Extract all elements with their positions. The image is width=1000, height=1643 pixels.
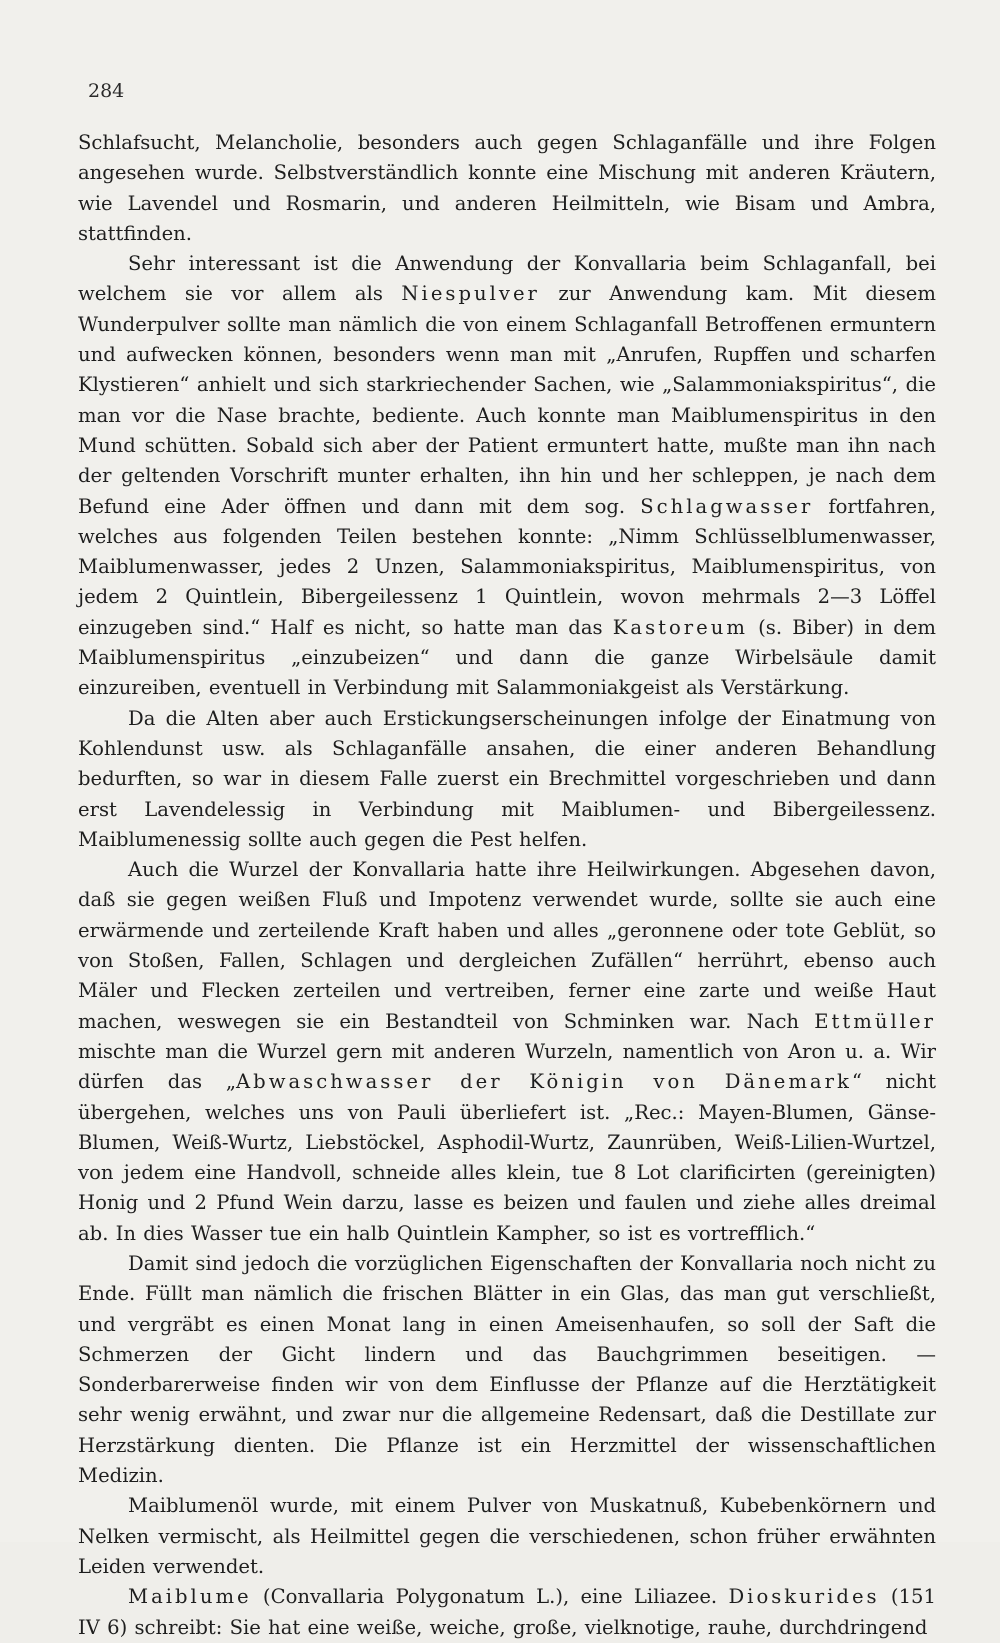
text-run: Schlafsucht, Melancholie, besonders auch gegen Schlaganfälle und ihre Folgen angesehen wurde. Selbstverständlich konnte eine Mischung mit anderen Kräutern, wie Lavendel und Rosmarin, und anderen Heilmitteln, wie Bisam und Ambra, stattfinden. [78,131,936,245]
text-run: Sehr interessant ist die Anwendung der Konvallaria beim Schlaganfall, bei welchem sie vor allem als [78,252,936,306]
text-run: fortfahren, welches aus folgenden Teilen bestehen konnte: „Nimm Schlüsselblumenwasser, Maiblumenwasser, jedes 2 Unzen, Salammoniakspiritus, Maiblumenspiritus, von jedem 2 Quintlein, Bibergeilessenz 1 Quintlein, wovon mehrmals 2—3 Löffel einzugeben sind.“ Half es nicht, so hatte man das [78,494,936,639]
emphasized-text: Ettmüller [814,1009,936,1033]
text-run: Damit sind jedoch die vorzüglichen Eigenschaften der Konvallaria noch nicht zu Ende. Füllt man nämlich die frischen Blätter in ein Glas, das man gut verschließt, und vergräbt es einen Monat lang in einen Ameisenhaufen, so soll der Saft die Schmerzen der Gicht lindern und das Bauchgrimmen beseitigen. — Sonderbarerweise finden wir von dem Einflusse der Pflanze auf die Herztätigkeit sehr wenig erwähnt, und zwar nur die allgemeine Redensart, daß die Destillate zur Herzstärkung dienten. Die Pflanze ist ein Herzmittel der wissenschaftlichen Medizin. [78,1251,936,1488]
emphasized-text: Abwaschwasser der Königin von Dänemark [236,1070,852,1094]
body-text [78,128,936,1643]
paragraph [78,128,936,249]
paragraph [78,1249,936,1491]
text-run: Da die Alten aber auch Erstickungserscheinungen infolge der Einatmung von Kohlendunst usw. als Schlaganfälle ansahen, die einer anderen Behandlung bedurften, so war in diesem Falle zuerst ein Brechmittel vorgeschrieben und dann erst Lavendelessig in Verbindung mit Maiblumen- und Bibergeilessenz. Maiblumenessig sollte auch gegen die Pest helfen. [78,706,936,851]
text-run: (Convallaria Polygonatum L.), eine Liliazee. [251,1585,729,1609]
page-number: 284 [88,80,125,102]
emphasized-text: Niespulver [401,282,540,306]
paragraph [78,1491,936,1582]
emphasized-text: Schlagwasser [640,494,814,518]
paragraph [78,855,936,1249]
text-run: (151 IV 6) schreibt: Sie hat eine weiße, weiche, große, vielknotige, rauhe, durchdringend [78,1585,936,1639]
text-run: Auch die Wurzel der Konvallaria hatte ihre Heilwirkungen. Abgesehen davon, daß sie gegen weißen Fluß und Impotenz verwendet wurde, sollte sie auch eine erwärmende und zerteilende Kraft haben und alles „geronnene oder tote Geblüt, so von Stoßen, Fallen, Schlagen und dergleichen Zufällen“ herrührt, ebenso auch Mäler und Flecken zerteilen und vertreiben, ferner eine zarte und weiße Haut machen, weswegen sie ein Bestandteil von Schminken war. Nach [78,858,936,1033]
emphasized-text: Kastoreum [612,615,748,639]
paragraph [78,704,936,855]
text-run: zur Anwendung kam. Mit diesem Wunderpulver sollte man nämlich die von einem Schlaganfall Betroffenen ermuntern und aufwecken können, besonders wenn man mit „Anrufen, Rupffen und scharfen Klystieren“ anhielt und sich starkriechender Sachen, wie „Salammoniakspiritus“, die man vor die Nase brachte, bediente. Auch konnte man Maiblumenspiritus in den Mund schütten. Sobald sich aber der Patient ermuntert hatte, mußte man ihn nach der geltenden Vorschrift munter erhalten, ihn hin und her schleppen, je nach dem Befund eine Ader öffnen und dann mit dem sog. [78,282,936,518]
paragraph [78,249,936,703]
text-run: (s. Biber) in dem Maiblumenspiritus „einzubeizen“ und dann die ganze Wirbelsäule damit einzureiben, eventuell in Verbindung mit Salammoniakgeist als Verstärkung. [78,615,936,700]
text-run: “ nicht übergehen, welches uns von Pauli überliefert ist. „Rec.: Mayen-Blumen, Gänse-Blumen, Weiß-Wurtz, Liebstöckel, Asphodil-Wurtz, Zaunrüben, Weiß-Lilien-Wurtzel, von jedem eine Handvoll, schneide alles klein, tue 8 Lot clarificirten (gereinigten) Honig und 2 Pfund Wein darzu, lasse es beizen und faulen und ziehe alles dreimal ab. In dies Wasser tue ein halb Quintlein Kampher, so ist es vortrefflich.“ [78,1070,936,1245]
emphasized-text: Dioskurides [728,1585,880,1609]
text-run: Maiblumenöl wurde, mit einem Pulver von Muskatnuß, Kubebenkörnern und Nelken vermischt, als Heilmittel gegen die verschiedenen, schon früher erwähnten Leiden verwendet. [78,1494,936,1578]
text-run: mischte man die Wurzel gern mit anderen Wurzeln, namentlich von Aron u. a. Wir dürfen das „ [78,1039,936,1094]
paragraph [78,1582,936,1643]
emphasized-text: Maiblume [128,1585,252,1609]
